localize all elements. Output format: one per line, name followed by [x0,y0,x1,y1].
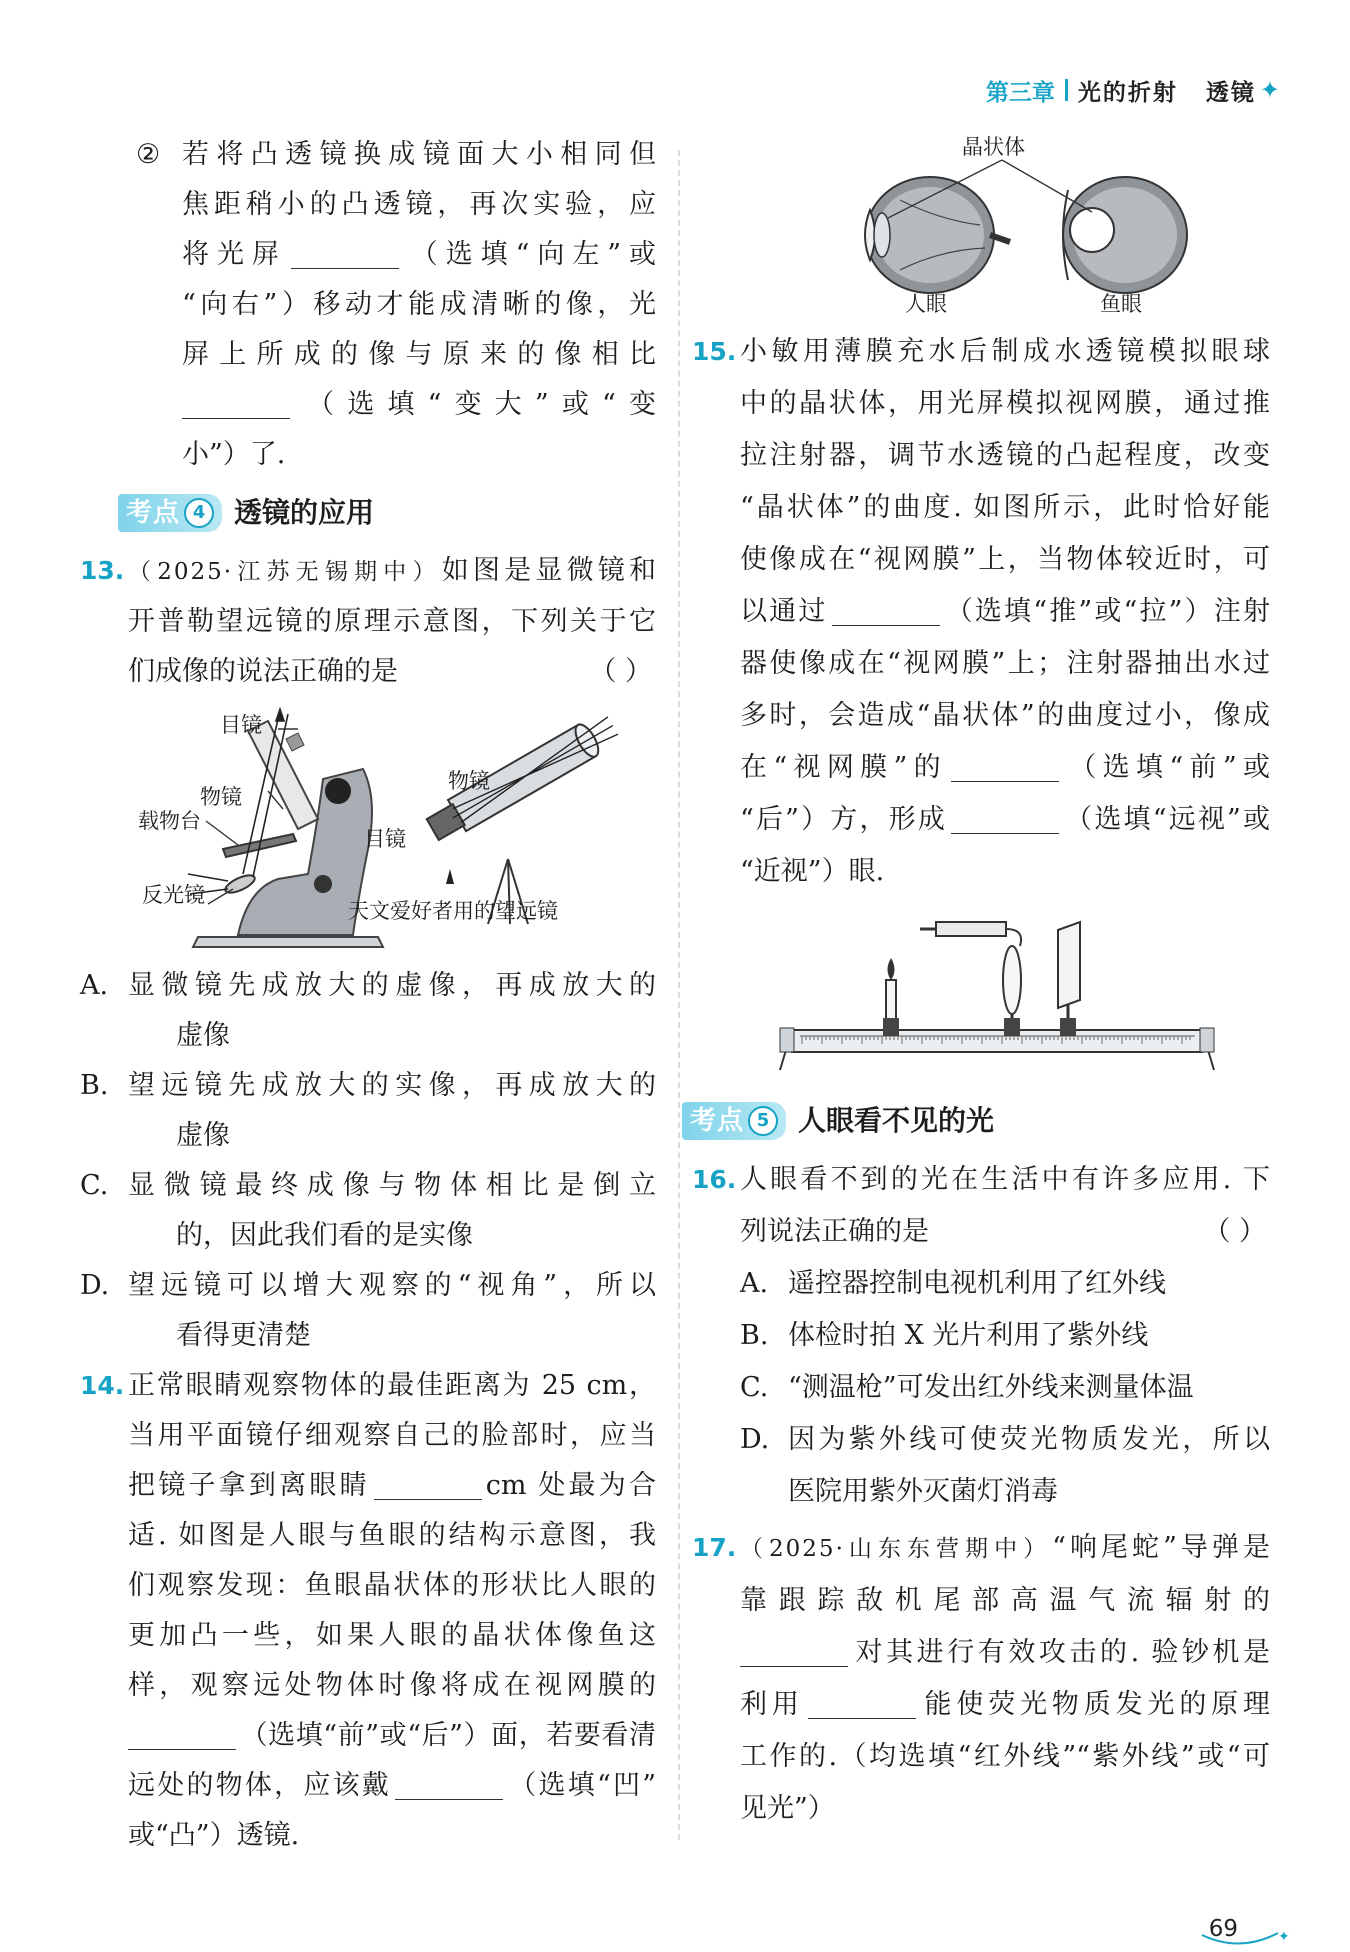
text-line: 焦距稍小的凸透镜，再次实验，应 [182,189,656,220]
label-objective: 物镜 [200,785,242,809]
option-d[interactable]: D. 望远镜可以增大观察的“视角”，所以 看得更清楚 [80,1270,656,1351]
answer-blank[interactable] [128,1719,236,1750]
svg-text:✦: ✦ [1278,1929,1290,1945]
key-point-5-heading [682,1096,1270,1146]
question-number: 17. [692,1533,737,1562]
text-line: “近视”）眼. [740,856,885,887]
text-line: 中的晶状体，用光屏模拟视网膜，通过推 [740,388,1270,419]
text-line: “响尾蛇”导弹是 [1052,1532,1270,1563]
question-14 [80,1361,656,1861]
text-line: 多时，会造成“晶状体”的曲度过小，像成 [740,700,1270,731]
key-point-badge: 考点 5 [682,1102,786,1140]
question-number: 13. [80,556,125,585]
text-line: （选填“变大”或“变 [294,389,656,420]
text-line: 开普勒望远镜的原理示意图，下列关于它 [128,606,656,637]
text-line: （选填“凹” [507,1770,657,1801]
eye-comparison-drawing [740,130,1270,330]
question-12-part-2 [128,130,656,480]
right-column [690,130,1271,1835]
question-number: 14. [80,1371,125,1400]
answer-blank[interactable] [291,238,399,269]
text-line: 们观察发现：鱼眼晶状体的形状比人眼的 [128,1570,656,1601]
text-line: cm 处最为合 [485,1470,656,1501]
text-line: 正常眼睛观察物体的最佳距离为 25 cm， [128,1370,656,1401]
label-human-eye: 人眼 [905,292,947,316]
answer-blank[interactable] [395,1769,503,1800]
answer-blank[interactable] [951,803,1059,834]
option-a[interactable]: A. 显微镜先成放大的虚像，再成放大的 虚像 [80,970,656,1051]
text-line: 当用平面镜仔细观察自己的脸部时，应当 [128,1420,656,1451]
key-point-4-heading [118,488,656,538]
text-line: 工作的.（均选填“红外线”“紫外线”或“可 [740,1741,1270,1772]
answer-bracket[interactable]: （ ） [1203,1216,1266,1247]
text-line: 人眼看不到的光在生活中有许多应用. 下 [740,1164,1270,1195]
label-telescope-eyepiece: 目镜 [364,827,406,851]
eye-comparison-figure [740,130,1270,330]
text-line: 们成像的说法正确的是 [128,656,398,687]
text-line: 列说法正确的是 [740,1216,929,1247]
option-b[interactable]: B. 体检时拍 X 光片利用了紫外线 [740,1320,1149,1351]
chapter-number: 第三章 [985,79,1055,106]
text-line: “晶状体”的曲度. 如图所示，此时恰好能 [740,492,1270,523]
part-marker: ② [136,139,161,170]
text-line: 适. 如图是人眼与鱼眼的结构示意图，我 [128,1520,656,1551]
key-point-badge: 考点 4 [118,494,222,532]
key-point-number: 4 [184,498,214,528]
water-lens-apparatus-drawing [740,910,1270,1090]
label-fish-eye: 鱼眼 [1100,292,1142,316]
section-title: 透镜 [1205,79,1256,106]
answer-blank[interactable] [832,595,940,626]
sparkle-icon: ✦ [1259,76,1280,104]
page-number: 69 [1208,1916,1238,1942]
header-divider [1065,79,1068,101]
microscope-telescope-figure [128,699,648,959]
question-source: （2025·山东东营期中） [740,1536,1053,1562]
text-line: 若将凸透镜换成镜面大小相同但 [182,139,656,170]
text-line: 将光屏 [182,239,287,270]
water-lens-apparatus-figure [740,910,1270,1090]
telescope-caption: 天文爱好者用的望远镜 [348,899,558,923]
text-line: 拉注射器，调节水透镜的凸起程度，改变 [740,440,1270,471]
option-b[interactable]: B. 望远镜先成放大的实像，再成放大的 虚像 [80,1070,656,1151]
text-line: （选填“向左”或 [402,239,657,270]
question-13-options [80,961,656,1361]
text-line: 远处的物体，应该戴 [128,1770,392,1801]
question-17: 17. （2025·山东东营期中）“响尾蛇”导弹是 靠跟踪敌机尾部高温气流辐射的 对其进行有效攻击的. 验钞机是 利用 能使荧光物质发光的原理 工作的.（均选填“红外线”“紫外线”或“可 见光”） [692,1522,1270,1835]
label-mirror: 反光镜 [142,883,205,907]
key-point-title: 透镜的应用 [234,496,375,529]
text-line: 小”）了. [182,439,286,470]
text-line: 器使像成在“视网膜”上；注射器抽出水过 [740,648,1270,679]
option-c[interactable]: C. 显微镜最终成像与物体相比是倒立 的，因此我们看的是实像 [80,1170,656,1251]
text-line: 如图是显微镜和 [441,555,656,586]
answer-blank[interactable] [182,388,290,419]
column-divider [678,150,680,1840]
answer-blank[interactable] [951,751,1059,782]
page-number-swoosh-icon [1200,1925,1290,1949]
text-line: 样，观察远处物体时像将成在视网膜的 [128,1670,656,1701]
text-line: 见光”） [740,1793,835,1824]
question-number: 15. [692,337,737,366]
option-a[interactable]: A. 遥控器控制电视机利用了红外线 [740,1268,1166,1299]
text-line: 把镜子拿到离眼睛 [128,1470,370,1501]
answer-blank[interactable] [374,1469,482,1500]
option-c[interactable]: C. “测温枪”可发出红外线来测量体温 [740,1372,1194,1403]
question-15: 15. 小敏用薄膜充水后制成水透镜模拟眼球 中的晶状体，用光屏模拟视网膜，通过推 拉注射器，调节水透镜的凸起程度，改变 “晶状体”的曲度. 如图所示，此时恰好能 使像成在“视网膜”上，当物体较近时，可 以通过 （选填“推”或“拉”）注射 器使像成在“视网膜”上；注射器抽出水过 多时，会造成“晶状体”的曲度过小，像成 在“视网膜”的 （选填“前”或 “后”）方，形成 （选填“远视”或 “近视”）眼. [692,326,1270,898]
chapter-title: 光的折射 [1077,79,1178,106]
answer-bracket[interactable]: （ ） [589,656,652,687]
text-line: 使像成在“视网膜”上，当物体较近时，可 [740,544,1270,575]
text-line: 靠跟踪敌机尾部高温气流辐射的 [740,1585,1270,1616]
key-point-number: 5 [748,1106,778,1136]
text-line: 小敏用薄膜充水后制成水透镜模拟眼球 [740,336,1270,367]
answer-blank[interactable] [808,1688,916,1719]
question-16 [692,1154,1270,1518]
option-d[interactable]: D. 因为紫外线可使荧光物质发光，所以 医院用紫外灭菌灯消毒 [740,1424,1270,1507]
text-line: （选填“前”或“后”）面，若要看清 [240,1720,656,1751]
chapter-header [986,72,1280,108]
text-line: 屏上所成的像与原来的像相比 [182,339,656,370]
text-line: 更加凸一些，如果人眼的晶状体像鱼这 [128,1620,656,1651]
question-source: （2025·江苏无锡期中） [128,559,442,585]
label-eyepiece: 目镜 [220,713,262,737]
text-line: 或“凸”）透镜. [128,1820,300,1851]
question-13 [80,546,656,1361]
label-telescope-objective: 物镜 [448,769,490,793]
question-number: 16. [692,1165,737,1194]
label-lens: 晶状体 [962,135,1025,159]
label-stage: 载物台 [138,809,201,833]
answer-blank[interactable] [740,1636,848,1667]
left-column [80,130,657,1861]
text-line: “向右”）移动才能成清晰的像，光 [182,289,656,320]
key-point-title: 人眼看不见的光 [798,1104,995,1137]
